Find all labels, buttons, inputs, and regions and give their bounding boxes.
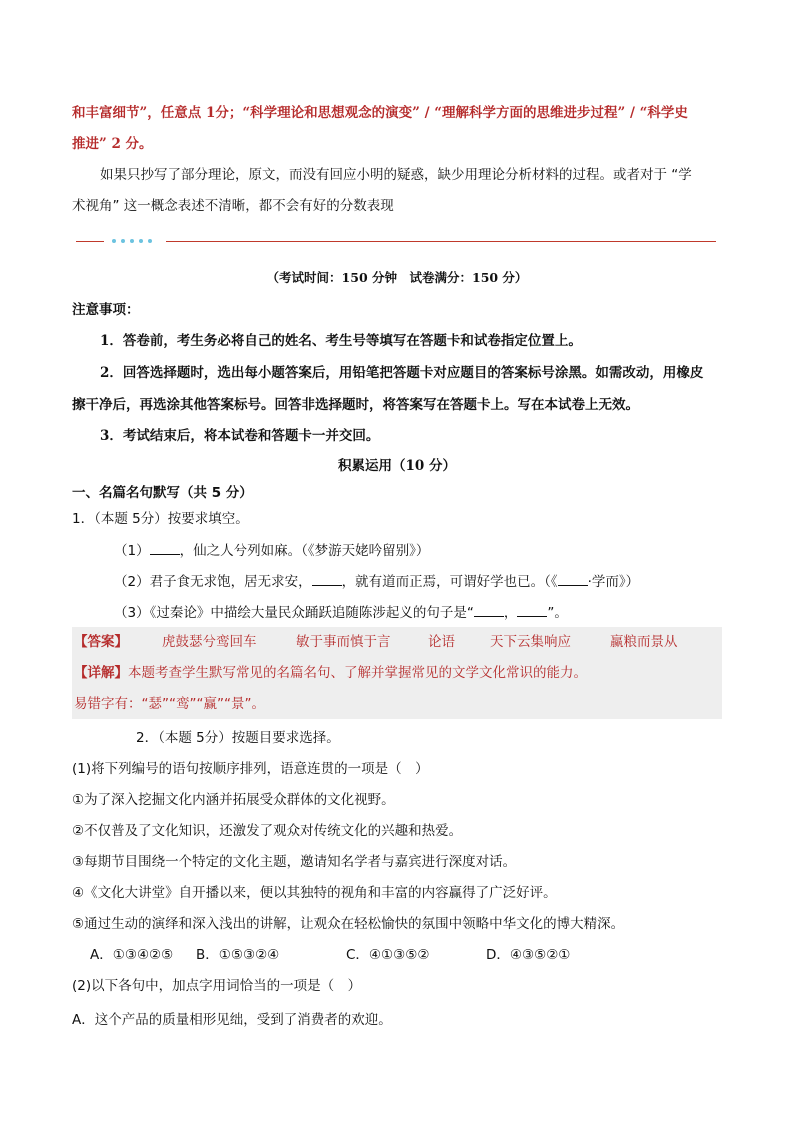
sentence-1: ①为了深入挖掘文化内涵并拓展受众群体的文化视野。 xyxy=(72,792,395,808)
option-d: D．④③⑤②① xyxy=(486,947,571,963)
q1-item-1: （1） ，仙之人兮列如麻。（《梦游天姥吟留别》） xyxy=(114,540,429,561)
detail-row xyxy=(74,663,587,683)
q2-stem: 2．（本题 5分）按题目要求选择。 xyxy=(136,730,340,746)
answer-4: 天下云集响应 xyxy=(490,634,571,650)
answer-row xyxy=(74,632,128,652)
q2-sub-1: (1)将下列编号的语句按顺序排列，语意连贯的一项是（ ） xyxy=(72,761,429,777)
top-line-1: 和丰富细节”，任意点 1分；“科学理论和思想观念的演变” / “理解科学方面的思维进步过程” / “科学史 xyxy=(72,105,688,121)
sentence-2: ②不仅普及了文化知识，还激发了观众对传统文化的兴趣和热爱。 xyxy=(72,823,463,839)
answer-1: 虎鼓瑟兮鸾回车 xyxy=(162,634,257,650)
answer-label: 【答案】 xyxy=(74,634,128,650)
notice-1: 1．答卷前，考生务必将自己的姓名、考生号等填写在答题卡和试卷指定位置上。 xyxy=(100,333,582,349)
para-line-2: 术视角” 这一概念表述不清晰，都不会有好的分数表现 xyxy=(72,198,394,214)
option-c: C．④①③⑤② xyxy=(346,947,430,963)
exam-time-info: （考试时间：150 分钟 试卷满分：150 分） xyxy=(266,270,528,285)
sentence-4: ④《文化大讲堂》自开播以来，便以其独特的视角和丰富的内容赢得了广泛好评。 xyxy=(72,885,557,901)
option-a: A．①③④②⑤ xyxy=(90,947,174,963)
q2-sub-2: (2)以下各句中，加点字用词恰当的一项是（ ） xyxy=(72,978,362,994)
notice-2a: 2．回答选择题时，选出每小题答案后，用铅笔把答题卡对应题目的答案标号涂黑。如需改动，用橡皮 xyxy=(100,365,704,381)
top-line-2: 推进” 2 分。 xyxy=(72,136,153,152)
sentence-3: ③每期节目围绕一个特定的文化主题，邀请知名学者与嘉宾进行深度对话。 xyxy=(72,854,517,870)
answer-3: 论语 xyxy=(428,634,455,650)
detail-text: 本题考查学生默写常见的名篇名句、了解并掌握常见的文学文化常识的能力。 xyxy=(128,665,587,681)
answer-box xyxy=(72,627,722,719)
answer-2: 敏于事而慎于言 xyxy=(296,634,391,650)
para-line-1: 如果只抄写了部分理论，原文，而没有回应小明的疑惑，缺少用理论分析材料的过程。或者对于 “学 xyxy=(100,167,692,183)
option-b: B．①⑤③②④ xyxy=(196,947,280,963)
q2-sub-2-option-a: A．这个产品的质量相形见绌，受到了消费者的欢迎。 xyxy=(72,1012,392,1028)
notice-2b: 擦干净后，再选涂其他答案标号。回答非选择题时，将答案写在答题卡上。写在本试卷上无效。 xyxy=(72,397,639,413)
notice-3: 3．考试结束后，将本试卷和答题卡一并交回。 xyxy=(100,428,380,444)
section-divider xyxy=(76,240,716,243)
sentence-5: ⑤通过生动的演绎和深入浅出的讲解，让观众在轻松愉快的氛围中领略中华文化的博大精深。 xyxy=(72,916,625,932)
q1-stem: 1．（本题 5分）按要求填空。 xyxy=(72,511,249,527)
error-chars: 易错字有：“瑟”“鸾”“赢”“景”。 xyxy=(74,696,265,712)
section-title: 积累运用（10 分） xyxy=(338,458,456,474)
detail-label: 【详解】 xyxy=(74,665,128,681)
q1-item-2: （2）君子食无求饱，居无求安， ，就有道而正焉，可谓好学也已。（《 ·学而》） xyxy=(114,571,639,592)
q1-item-3: （3）《过秦论》中描绘大量民众踊跃追随陈涉起义的句子是“ ， ”。 xyxy=(114,602,568,623)
answer-5: 赢粮而景从 xyxy=(610,634,678,650)
part-one-heading: 一、名篇名句默写（共 5 分） xyxy=(72,485,253,501)
notice-title: 注意事项： xyxy=(72,302,140,318)
